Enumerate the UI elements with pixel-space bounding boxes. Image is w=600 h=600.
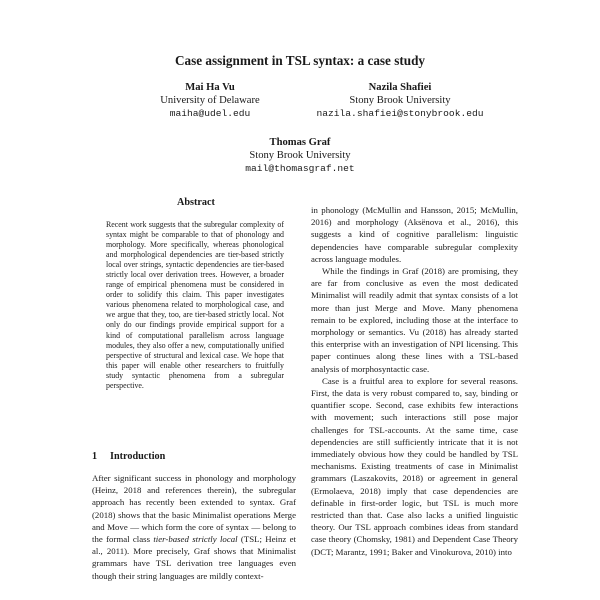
author-affiliation: University of Delaware — [160, 95, 260, 106]
body-paragraph: While the findings in Graf (2018) are promising, they are far from conclusive as even the most dedicated Minimalist will readily admit that syntax consists of a lot more than just Merge and Move. Many phenomena remain to be explored, including those at the interface to morphology or semantics. Vu (2018) has already started this enterprise with an investigation of NPI licensing. This paper continues along these lines with a TSL-based analysis of morphosyntactic case. — [311, 266, 518, 374]
intro-paragraph-left — [92, 472, 296, 582]
author-affiliation: Stony Brook University — [349, 95, 451, 106]
abstract-text: Recent work suggests that the subregular complexity of syntax might be comparable to that of phonology and morphology. More specifically, whereas phonological and morphological dependencies are tier-based strictly local over strings, syntactic dependencies are tier-based strictly local over derivation trees. However, a broader range of empirical phenomena must be considered in order to solidify this claim. This paper investigates various phenomena related to morphological case, and we argue that they, too, are tier-based strictly local. Not only do our findings provide empirical support for a kind of computational parallelism across language modules, they also offer a new, computationally unified perspective of structural and lexical case. We hope that this paper will enable other researchers to fruitfully study syntactic phenomena from a subregular perspective. — [106, 220, 284, 390]
author-email: maiha@udel.edu — [169, 108, 251, 119]
author-block-1 — [130, 81, 290, 120]
intro-text-part: (TSL; Heinz et al., 2011). More precisely, Graf shows that Minimalist grammars have TSL derivation tree languages even though their string languages are mildly context- — [92, 534, 296, 581]
paper-title: Case assignment in TSL syntax: a case study — [175, 53, 425, 68]
intro-emphasis: tier-based strictly local — [153, 534, 238, 545]
author-email: mail@thomasgraf.net — [245, 163, 355, 174]
author-affiliation: Stony Brook University — [249, 150, 351, 161]
author-block-2 — [300, 81, 500, 120]
intro-text-part: After significant success in phonology and morphology (Heinz, 2018 and references therein), the subregular approach has recently been extended to syntax. Graf (2018) shows that the basic Minimalist operations Merge and Move — which form the core of syntax — belong to the formal class — [92, 473, 296, 545]
body-paragraph: in phonology (McMullin and Hansson, 2015; McMullin, 2016) and morphology (Aksënova et al., 2016), this suggests a kind of cognitive parallelism: linguistic dependencies have comparable subregular complexity across language modules. — [311, 205, 518, 264]
section-number: 1 — [92, 451, 98, 462]
body-paragraph: Case is a fruitful area to explore for several reasons. First, the data is very robust compared to, say, binding or quantifier scope. Second, case exhibits few interactions with movement; such interactions still pose major challenges for TSL-accounts. At the same time, case dependencies are still sufficiently intricate that it is not immediately obvious how they could be handled by TSL mechanisms. Existing treatments of case in Minimalist grammars (Laszakovits, 2018) or agreement in general (Ermolaeva, 2018) imply that case dependencies are definable in first-order logic, but TSL is much more restricted than that. Case also lacks a unified linguistic theory. Our TSL approach combines ideas from standard case theory (Chomsky, 1981) and Dependent Case Theory (DCT; Marantz, 1991; Baker and Vinokurova, 2010) into — [311, 375, 518, 557]
section-heading-introduction — [92, 451, 292, 463]
author-name: Thomas Graf — [269, 137, 331, 148]
author-block-3 — [200, 136, 400, 175]
abstract-heading: Abstract — [177, 197, 215, 208]
right-column — [311, 204, 518, 558]
author-email: nazila.shafiei@stonybrook.edu — [316, 108, 484, 119]
author-name: Nazila Shafiei — [368, 82, 432, 93]
author-name: Mai Ha Vu — [185, 82, 235, 93]
section-title: Introduction — [110, 451, 166, 462]
